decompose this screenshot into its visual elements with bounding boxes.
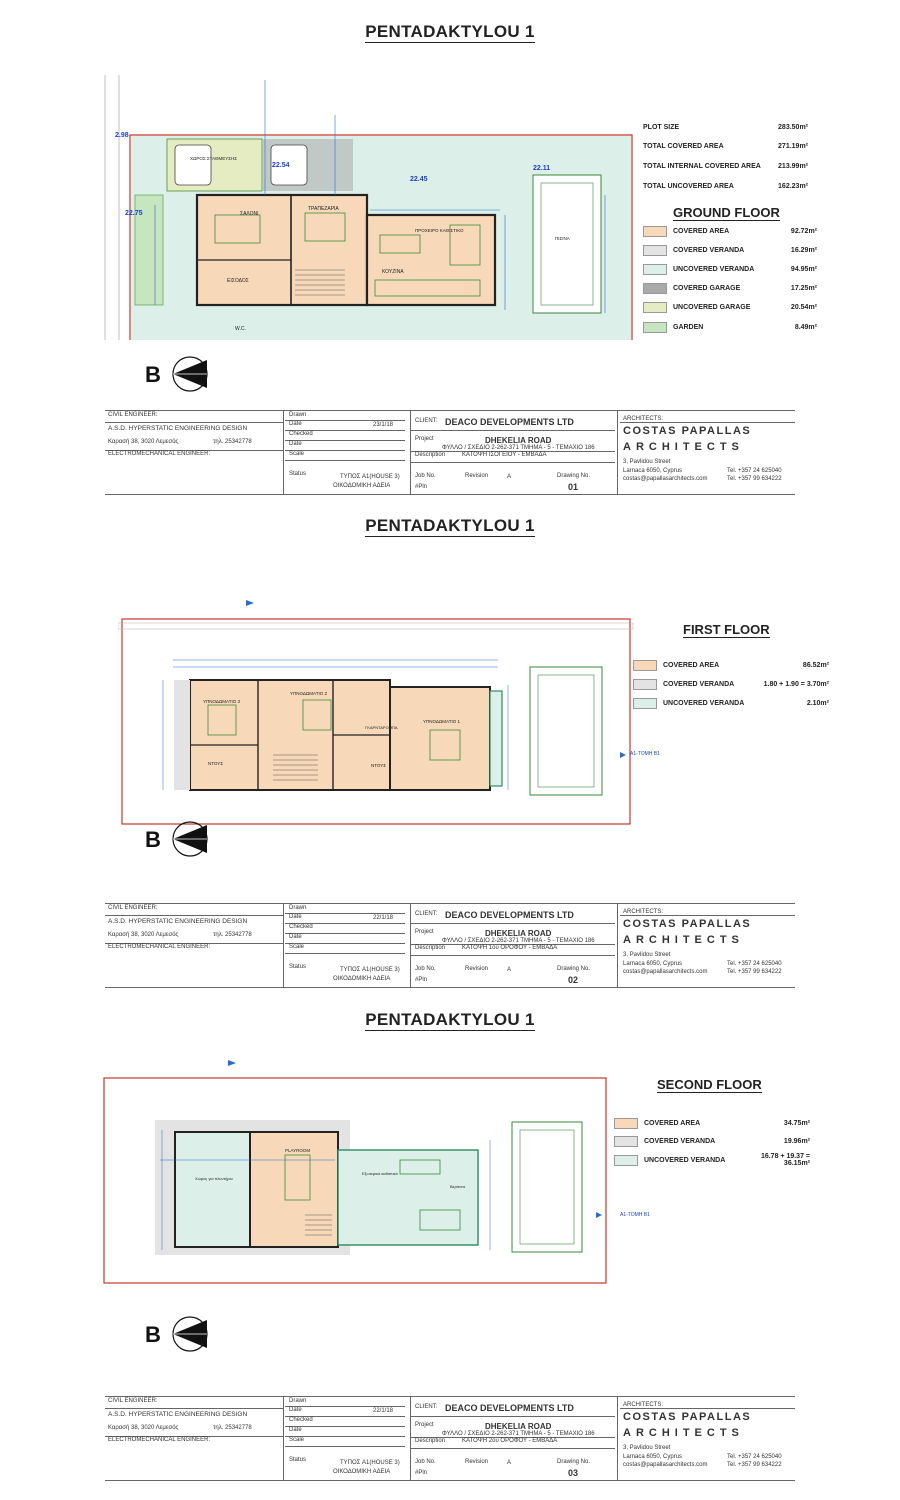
- engineer-phone: τηλ. 25342778: [213, 439, 252, 445]
- drawn-label: Drawn: [289, 905, 307, 911]
- area-row: TOTAL INTERNAL COVERED AREA 213.99m²: [643, 163, 808, 170]
- legend-swatch: [643, 283, 667, 294]
- north-arrow: [145, 355, 215, 395]
- legend-label: UNCOVERED GARAGE: [673, 304, 751, 312]
- svg-text:ΠΙΣΙΝΑ: ΠΙΣΙΝΑ: [555, 236, 570, 241]
- title-block-rule: [410, 1448, 615, 1449]
- title-block-rule: [285, 933, 405, 934]
- architects-tel: Tel. +357 24 625040: [727, 961, 782, 967]
- scale-label: Scale: [289, 451, 305, 457]
- legend-swatch: [643, 302, 667, 313]
- job-number-label: Job No.: [415, 966, 436, 972]
- title-block-divider: [617, 410, 618, 494]
- legend-label: UNCOVERED VERANDA: [673, 265, 755, 273]
- drawing-number: 03: [568, 1468, 579, 1478]
- legend-item: [614, 1118, 810, 1128]
- description-value: ΚΑΤΟΨΗ 2ου ΟΡΟΦΟΥ - ΕΜΒΑΔΑ: [462, 1438, 558, 1444]
- architects-tel: Tel. +357 99 634222: [727, 1462, 782, 1468]
- north-arrow: [145, 1315, 215, 1355]
- title-block-rule: [410, 1416, 615, 1417]
- project-name: DHEKELIA ROAD: [485, 929, 552, 938]
- svg-text:Εξωτερικό καθιστικό: Εξωτερικό καθιστικό: [362, 1171, 398, 1176]
- drawing-number: 01: [568, 482, 579, 492]
- drawn-label: Drawn: [289, 1398, 307, 1404]
- legend-value: 17.25m²: [790, 285, 817, 293]
- svg-text:ΝΤΟΥΣ: ΝΤΟΥΣ: [371, 763, 387, 768]
- title-block-rule: [105, 903, 795, 904]
- status-sub: ΟΙΚΟΔΟΜΙΚΗ ΑΔΕΙΑ: [333, 1469, 391, 1475]
- legend-label: GARDEN: [673, 323, 704, 331]
- architects-subtitle: ARCHITECTS: [623, 934, 744, 946]
- legend-swatch: [633, 679, 657, 690]
- title-block-divider: [283, 1396, 284, 1480]
- legend-value: 2.10m²: [806, 699, 829, 707]
- revision-value: A: [507, 474, 512, 480]
- description-label: Description: [415, 1438, 446, 1444]
- title-block-rule: [285, 1406, 405, 1407]
- svg-text:B: B: [145, 362, 161, 387]
- job-number-label: Job No.: [415, 1459, 436, 1465]
- engineer-address: Καρασή 38, 3020 Λεμεσός: [108, 439, 179, 445]
- status-value: ΤΥΠΟΣ A1(HOUSE 3): [340, 967, 400, 973]
- architects-city: Larnaca 6050, Cyprus: [623, 961, 683, 967]
- architects-tel: Tel. +357 24 625040: [727, 468, 782, 474]
- legend-item: [633, 698, 829, 708]
- legend-swatch: [614, 1155, 638, 1166]
- status-label: Status: [289, 471, 307, 477]
- area-row: PLOT SIZE 283.50m²: [643, 124, 808, 131]
- svg-text:ΥΠΝΟΔΩΜΑΤΙΟ 1: ΥΠΝΟΔΩΜΑΤΙΟ 1: [423, 719, 460, 724]
- legend-swatch: [633, 660, 657, 671]
- status-label: Status: [289, 964, 307, 970]
- sheet-title: PENTADAKTYLOU 1: [365, 1010, 535, 1029]
- title-block-rule: [285, 1426, 405, 1427]
- architects-email: costas@papallasarchitects.com: [623, 476, 708, 482]
- title-block-rule: [285, 1446, 405, 1447]
- engineer-address: Καρασή 38, 3020 Λεμεσός: [108, 932, 179, 938]
- legend-label: COVERED AREA: [673, 227, 730, 235]
- drawing-number: 02: [568, 975, 579, 985]
- svg-text:ΕΙΣΟΔΟΣ: ΕΙΣΟΔΟΣ: [227, 278, 249, 284]
- checked-label: Checked: [289, 431, 313, 437]
- engineer-phone: τηλ. 25342778: [213, 1425, 252, 1431]
- legend-item: [643, 303, 817, 313]
- title-block-rule: [620, 915, 795, 916]
- legend-value: 8.49m²: [794, 323, 817, 331]
- architects-email: costas@papallasarchitects.com: [623, 969, 708, 975]
- architects-name: COSTAS PAPALLAS: [623, 425, 752, 437]
- civil-engineer-label: CIVIL ENGINEER:: [108, 1398, 158, 1404]
- civil-engineer-label: CIVIL ENGINEER:: [108, 905, 158, 911]
- project-sub: ΦΥΛΛΟ / ΣΧΕΔΙΟ 2-262-371 ΤΜΗΜΑ - 5 - ΤΕΜΑΧΙΟ 186: [442, 445, 595, 451]
- title-block-rule: [285, 460, 405, 461]
- legend-value: 34.75m²: [783, 1119, 810, 1127]
- title-block: [105, 1396, 795, 1480]
- title-block-rule: [410, 923, 615, 924]
- floor-title: SECOND FLOOR: [657, 1077, 762, 1092]
- legend-value: 19.96m²: [783, 1138, 810, 1145]
- title-block-rule: [285, 913, 405, 914]
- north-arrow: [145, 820, 215, 860]
- title-block-divider: [283, 903, 284, 987]
- svg-text:ΧΩΡΟΣ ΣΤΑΘΜΕΥΣΗΣ: ΧΩΡΟΣ ΣΤΑΘΜΕΥΣΗΣ: [190, 156, 238, 161]
- job-number: #Pln: [415, 1470, 428, 1476]
- legend-item: [614, 1155, 810, 1165]
- area-row: TOTAL COVERED AREA 271.19m²: [643, 143, 808, 150]
- svg-text:B: B: [145, 827, 161, 852]
- title-block-divider: [283, 410, 284, 494]
- architects-tel: Tel. +357 99 634222: [727, 476, 782, 482]
- title-block-rule: [410, 462, 615, 463]
- title-block-rule: [410, 430, 615, 431]
- architects-tel: Tel. +357 99 634222: [727, 969, 782, 975]
- title-block-rule: [105, 494, 795, 495]
- date-label: Date: [289, 441, 302, 447]
- title-block-rule: [285, 953, 405, 954]
- electromechanical-label: ELECTROMECHANICAL ENGINEER:: [108, 944, 211, 950]
- svg-text:ΓΚΑΡΝΤΑΡΟΜΠΑ: ΓΚΑΡΝΤΑΡΟΜΠΑ: [365, 725, 398, 730]
- architects-name: COSTAS PAPALLAS: [623, 1411, 752, 1423]
- svg-text:22.45: 22.45: [410, 176, 428, 183]
- architects-city: Larnaca 6050, Cyprus: [623, 468, 683, 474]
- description-value: ΚΑΤΟΨΗ ΙΣΟΓΕΙΟΥ - ΕΜΒΑΔΑ: [462, 452, 547, 458]
- civil-engineer-label: CIVIL ENGINEER:: [108, 412, 158, 418]
- legend-item: [633, 679, 829, 689]
- project-label: Project: [415, 436, 434, 442]
- architects-city: Larnaca 6050, Cyprus: [623, 1454, 683, 1460]
- legend-item: [643, 284, 817, 294]
- title-block-rule: [410, 955, 615, 956]
- drawing-number-label: Drawing No.: [557, 473, 591, 479]
- scale-label: Scale: [289, 944, 305, 950]
- client-name: DEACO DEVELOPMENTS LTD: [445, 1403, 574, 1413]
- title-block: [105, 410, 795, 494]
- legend-value: 1.80 + 1.90 = 3.70m²: [763, 680, 829, 688]
- drawing-number-label: Drawing No.: [557, 1459, 591, 1465]
- second-floor-plan: [100, 1060, 610, 1290]
- legend-label: COVERED VERANDA: [673, 246, 745, 254]
- legend-swatch: [614, 1136, 638, 1147]
- legend-value: 94.95m²: [790, 265, 817, 273]
- date-label: Date: [289, 914, 302, 920]
- legend-swatch: [614, 1118, 638, 1129]
- title-block-rule: [105, 422, 283, 423]
- title-block-rule: [285, 420, 405, 421]
- date-value: 22/1/18: [373, 1408, 394, 1414]
- svg-text:22.75: 22.75: [125, 210, 143, 217]
- project-label: Project: [415, 929, 434, 935]
- title-block-divider: [617, 1396, 618, 1480]
- architects-label: ARCHITECTS:: [623, 416, 664, 422]
- date-value: 22/1/18: [373, 915, 394, 921]
- legend-value: 16.29m²: [790, 246, 817, 254]
- status-value: ΤΥΠΟΣ A1(HOUSE 3): [340, 474, 400, 480]
- sheet-title: PENTADAKTYLOU 1: [365, 22, 535, 41]
- title-block-divider: [410, 1396, 411, 1480]
- job-number-label: Job No.: [415, 473, 436, 479]
- date-label: Date: [289, 1407, 302, 1413]
- svg-text:W.C.: W.C.: [235, 326, 246, 332]
- section-label: A1-ΤΟΜΗ B1: [620, 1212, 650, 1218]
- civil-engineer-name: A.S.D. HYPERSTATIC ENGINEERING DESIGN: [108, 1411, 248, 1418]
- revision-value: A: [507, 1460, 512, 1466]
- architects-street: 3, Pavlidou Street: [623, 952, 671, 958]
- project-sub: ΦΥΛΛΟ / ΣΧΕΔΙΟ 2-262-371 ΤΜΗΜΑ - 5 - ΤΕΜΑΧΙΟ 186: [442, 938, 595, 944]
- civil-engineer-name: A.S.D. HYPERSTATIC ENGINEERING DESIGN: [108, 918, 248, 925]
- architects-street: 3, Pavlidou Street: [623, 459, 671, 465]
- architects-label: ARCHITECTS:: [623, 909, 664, 915]
- svg-text:ΤΡΑΠΕΖΑΡΙΑ: ΤΡΑΠΕΖΑΡΙΑ: [308, 206, 339, 212]
- legend-label: COVERED GARAGE: [673, 285, 741, 293]
- engineer-phone: τηλ. 25342778: [213, 932, 252, 938]
- drawing-number-label: Drawing No.: [557, 966, 591, 972]
- title-block-rule: [105, 410, 795, 411]
- title-block-rule: [105, 1396, 795, 1397]
- legend-item: [643, 264, 817, 274]
- title-block-divider: [410, 410, 411, 494]
- status-sub: ΟΙΚΟΔΟΜΙΚΗ ΑΔΕΙΑ: [333, 976, 391, 982]
- area-row: TOTAL UNCOVERED AREA 162.23m²: [643, 183, 808, 190]
- legend-value: 92.72m²: [790, 227, 817, 235]
- job-number: #Pln: [415, 484, 428, 490]
- svg-text:ΠΡΟΧΕΙΡΟ ΚΑΘΙΣΤΙΚΟ: ΠΡΟΧΕΙΡΟ ΚΑΘΙΣΤΙΚΟ: [415, 228, 464, 233]
- revision-value: A: [507, 967, 512, 973]
- electromechanical-label: ELECTROMECHANICAL ENGINEER:: [108, 1437, 211, 1443]
- sheet-title: PENTADAKTYLOU 1: [365, 516, 535, 535]
- legend-swatch: [643, 322, 667, 333]
- project-name: DHEKELIA ROAD: [485, 436, 552, 445]
- svg-text:B: B: [145, 1322, 161, 1347]
- floor-title: GROUND FLOOR: [673, 205, 780, 220]
- job-number: #Pln: [415, 977, 428, 983]
- electromechanical-label: ELECTROMECHANICAL ENGINEER:: [108, 451, 211, 457]
- description-label: Description: [415, 452, 446, 458]
- legend-label: COVERED AREA: [644, 1119, 701, 1127]
- title-block-rule: [105, 1480, 795, 1481]
- title-block-rule: [105, 915, 283, 916]
- drawn-label: Drawn: [289, 412, 307, 418]
- svg-text:22.54: 22.54: [272, 162, 290, 169]
- architects-name: COSTAS PAPALLAS: [623, 918, 752, 930]
- legend-swatch: [643, 264, 667, 275]
- title-block-divider: [410, 903, 411, 987]
- legend-value: 86.52m²: [802, 661, 829, 669]
- title-block-divider: [617, 903, 618, 987]
- legend-label: UNCOVERED VERANDA: [663, 699, 745, 707]
- description-value: ΚΑΤΟΨΗ 1ου ΟΡΟΦΟΥ - ΕΜΒΑΔΑ: [462, 945, 558, 951]
- legend-value: 20.54m²: [790, 304, 817, 312]
- legend-item: [614, 1137, 810, 1147]
- architects-label: ARCHITECTS:: [623, 1402, 664, 1408]
- legend-swatch: [633, 698, 657, 709]
- legend-swatch: [643, 226, 667, 237]
- scale-label: Scale: [289, 1437, 305, 1443]
- section-label: A1-ΤΟΜΗ B1: [630, 751, 660, 757]
- client-name: DEACO DEVELOPMENTS LTD: [445, 910, 574, 920]
- legend-item: [643, 322, 817, 332]
- description-label: Description: [415, 945, 446, 951]
- svg-text:Χώρος για πλυντήριο: Χώρος για πλυντήριο: [195, 1176, 233, 1181]
- project-name: DHEKELIA ROAD: [485, 1422, 552, 1431]
- status-sub: ΟΙΚΟΔΟΜΙΚΗ ΑΔΕΙΑ: [333, 483, 391, 489]
- status-value: ΤΥΠΟΣ A1(HOUSE 3): [340, 1460, 400, 1466]
- client-name: DEACO DEVELOPMENTS LTD: [445, 417, 574, 427]
- ground-floor-plan: [95, 75, 635, 345]
- legend-swatch: [643, 245, 667, 256]
- svg-text:ΝΤΟΥΣ: ΝΤΟΥΣ: [208, 761, 224, 766]
- engineer-address: Καρασή 38, 3020 Λεμεσός: [108, 1425, 179, 1431]
- svg-text:ΣΑΛΟΝΙ: ΣΑΛΟΝΙ: [240, 211, 259, 217]
- architects-email: costas@papallasarchitects.com: [623, 1462, 708, 1468]
- legend-label: COVERED AREA: [663, 661, 720, 669]
- title-block-rule: [285, 440, 405, 441]
- revision-label: Revision: [465, 1459, 489, 1465]
- revision-label: Revision: [465, 966, 489, 972]
- architects-subtitle: ARCHITECTS: [623, 441, 744, 453]
- status-label: Status: [289, 1457, 307, 1463]
- title-block-rule: [620, 1408, 795, 1409]
- architects-street: 3, Pavlidou Street: [623, 1445, 671, 1451]
- svg-text:Βεράντα: Βεράντα: [450, 1184, 465, 1189]
- title-block: [105, 903, 795, 987]
- revision-label: Revision: [465, 473, 489, 479]
- legend-value: 16.78 + 19.37 = 36.15m²: [760, 1153, 810, 1167]
- architects-tel: Tel. +357 24 625040: [727, 1454, 782, 1460]
- legend-label: COVERED VERANDA: [644, 1138, 716, 1145]
- date-label: Date: [289, 934, 302, 940]
- checked-label: Checked: [289, 924, 313, 930]
- client-label: CLIENT:: [415, 418, 438, 424]
- civil-engineer-name: A.S.D. HYPERSTATIC ENGINEERING DESIGN: [108, 425, 248, 432]
- level-2-98: 2.98: [115, 132, 129, 139]
- svg-text:ΥΠΝΟΔΩΜΑΤΙΟ 2: ΥΠΝΟΔΩΜΑΤΙΟ 2: [290, 691, 327, 696]
- title-block-rule: [105, 1408, 283, 1409]
- client-label: CLIENT:: [415, 911, 438, 917]
- checked-label: Checked: [289, 1417, 313, 1423]
- svg-text:PLAYROOM: PLAYROOM: [285, 1148, 311, 1153]
- project-label: Project: [415, 1422, 434, 1428]
- title-block-rule: [105, 987, 795, 988]
- legend-item: [643, 226, 817, 236]
- svg-text:22.11: 22.11: [533, 165, 551, 172]
- architects-subtitle: ARCHITECTS: [623, 1427, 744, 1439]
- project-sub: ΦΥΛΛΟ / ΣΧΕΔΙΟ 2-262-371 ΤΜΗΜΑ - 5 - ΤΕΜΑΧΙΟ 186: [442, 1431, 595, 1437]
- legend-item: [633, 660, 829, 670]
- first-floor-plan: [118, 595, 638, 830]
- svg-text:ΚΟΥΖΙΝΑ: ΚΟΥΖΙΝΑ: [382, 269, 404, 275]
- date-label: Date: [289, 1427, 302, 1433]
- date-label: Date: [289, 421, 302, 427]
- date-value: 23/1/18: [373, 422, 394, 428]
- legend-item: [643, 245, 817, 255]
- title-block-rule: [620, 422, 795, 423]
- client-label: CLIENT:: [415, 1404, 438, 1410]
- legend-label: UNCOVERED VERANDA: [644, 1156, 726, 1164]
- floor-title: FIRST FLOOR: [683, 622, 770, 637]
- legend-label: COVERED VERANDA: [663, 680, 735, 688]
- svg-text:ΥΠΝΟΔΩΜΑΤΙΟ 3: ΥΠΝΟΔΩΜΑΤΙΟ 3: [203, 699, 240, 704]
